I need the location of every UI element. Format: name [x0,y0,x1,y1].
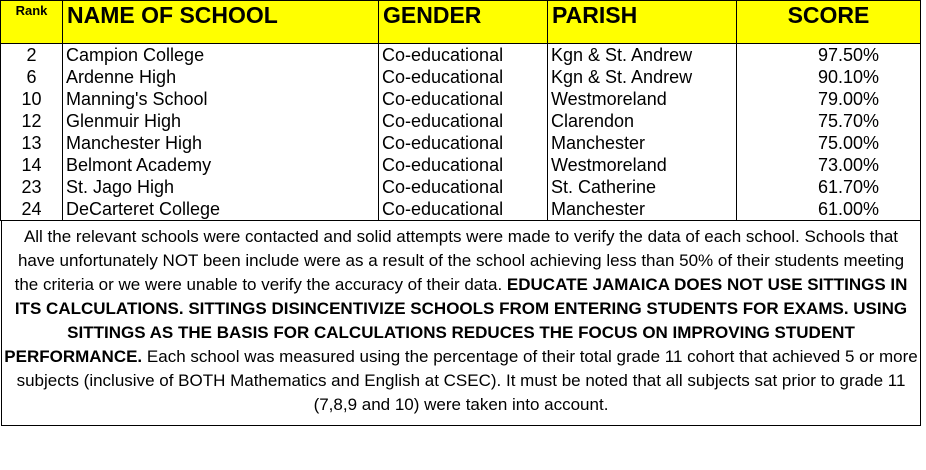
parish-cell: Clarendon [548,110,737,132]
parish-cell: Manchester [548,198,737,221]
table-row [1,198,921,221]
score-cell: 75.00% [737,132,921,154]
rank-cell: 24 [1,198,63,221]
table-row [1,176,921,198]
table-row [1,66,921,88]
score-cell: 75.70% [737,110,921,132]
score-cell: 73.00% [737,154,921,176]
note-outro-text: Each school was measured using the percentage of their total grade 11 cohort that achieved 5 or more subjects (inclusive of BOTH Mathematics and English at CSEC). It must be noted that all subjects sat prior to grade 11 (7,8,9 and 10) were taken into account. [16,347,918,414]
parish-cell: Manchester [548,132,737,154]
score-cell: 90.10% [737,66,921,88]
school-name-cell: St. Jago High [63,176,379,198]
gender-cell: Co-educational [379,88,548,110]
table-row [1,44,921,67]
parish-cell: Westmoreland [548,88,737,110]
rank-cell: 10 [1,88,63,110]
school-name-cell: DeCarteret College [63,198,379,221]
header-row [1,1,921,44]
table-row [1,132,921,154]
score-cell: 79.00% [737,88,921,110]
school-ranking-table [0,0,921,221]
rank-cell: 13 [1,132,63,154]
gender-cell: Co-educational [379,132,548,154]
school-name-cell: Belmont Academy [63,154,379,176]
parish-cell: Kgn & St. Andrew [548,66,737,88]
table-row [1,154,921,176]
gender-cell: Co-educational [379,154,548,176]
table-body [1,44,921,221]
score-cell: 97.50% [737,44,921,67]
gender-cell: Co-educational [379,66,548,88]
rank-header: Rank [1,1,63,44]
rank-cell: 14 [1,154,63,176]
parish-header: PARISH [548,1,737,44]
school-name-cell: Ardenne High [63,66,379,88]
gender-cell: Co-educational [379,110,548,132]
rank-cell: 23 [1,176,63,198]
school-name-header: NAME OF SCHOOL [63,1,379,44]
rank-cell: 6 [1,66,63,88]
score-cell: 61.00% [737,198,921,221]
gender-header: GENDER [379,1,548,44]
parish-cell: St. Catherine [548,176,737,198]
table-row [1,110,921,132]
methodology-note [1,221,921,426]
school-name-cell: Manchester High [63,132,379,154]
school-name-cell: Glenmuir High [63,110,379,132]
school-name-cell: Manning's School [63,88,379,110]
score-cell: 61.70% [737,176,921,198]
gender-cell: Co-educational [379,176,548,198]
rank-cell: 12 [1,110,63,132]
note-intro-text: All the relevant schools were contacted and solid attempts were made to verify the data of each school. Schools that have unfortunately NOT been include were as a result of the school achieving less than 50% of their students meeting the criteria or we were unable to verify the accuracy of their data. [14,227,905,294]
parish-cell: Westmoreland [548,154,737,176]
gender-cell: Co-educational [379,44,548,67]
note-bold-statement: EDUCATE JAMAICA DOES NOT USE SITTINGS IN ITS CALCULATIONS. SITTINGS DISINCENTIVIZE SCHOOLS FROM ENTERING STUDENTS FOR EXAMS. USING SITTINGS AS THE BASIS FOR CALCULATIONS REDUCES THE FOCUS ON IMPROVING STUDENT PERFORMANCE. [4,275,908,366]
gender-cell: Co-educational [379,198,548,221]
rank-cell: 2 [1,44,63,67]
school-name-cell: Campion College [63,44,379,67]
score-header: SCORE [737,1,921,44]
table-row [1,88,921,110]
parish-cell: Kgn & St. Andrew [548,44,737,67]
